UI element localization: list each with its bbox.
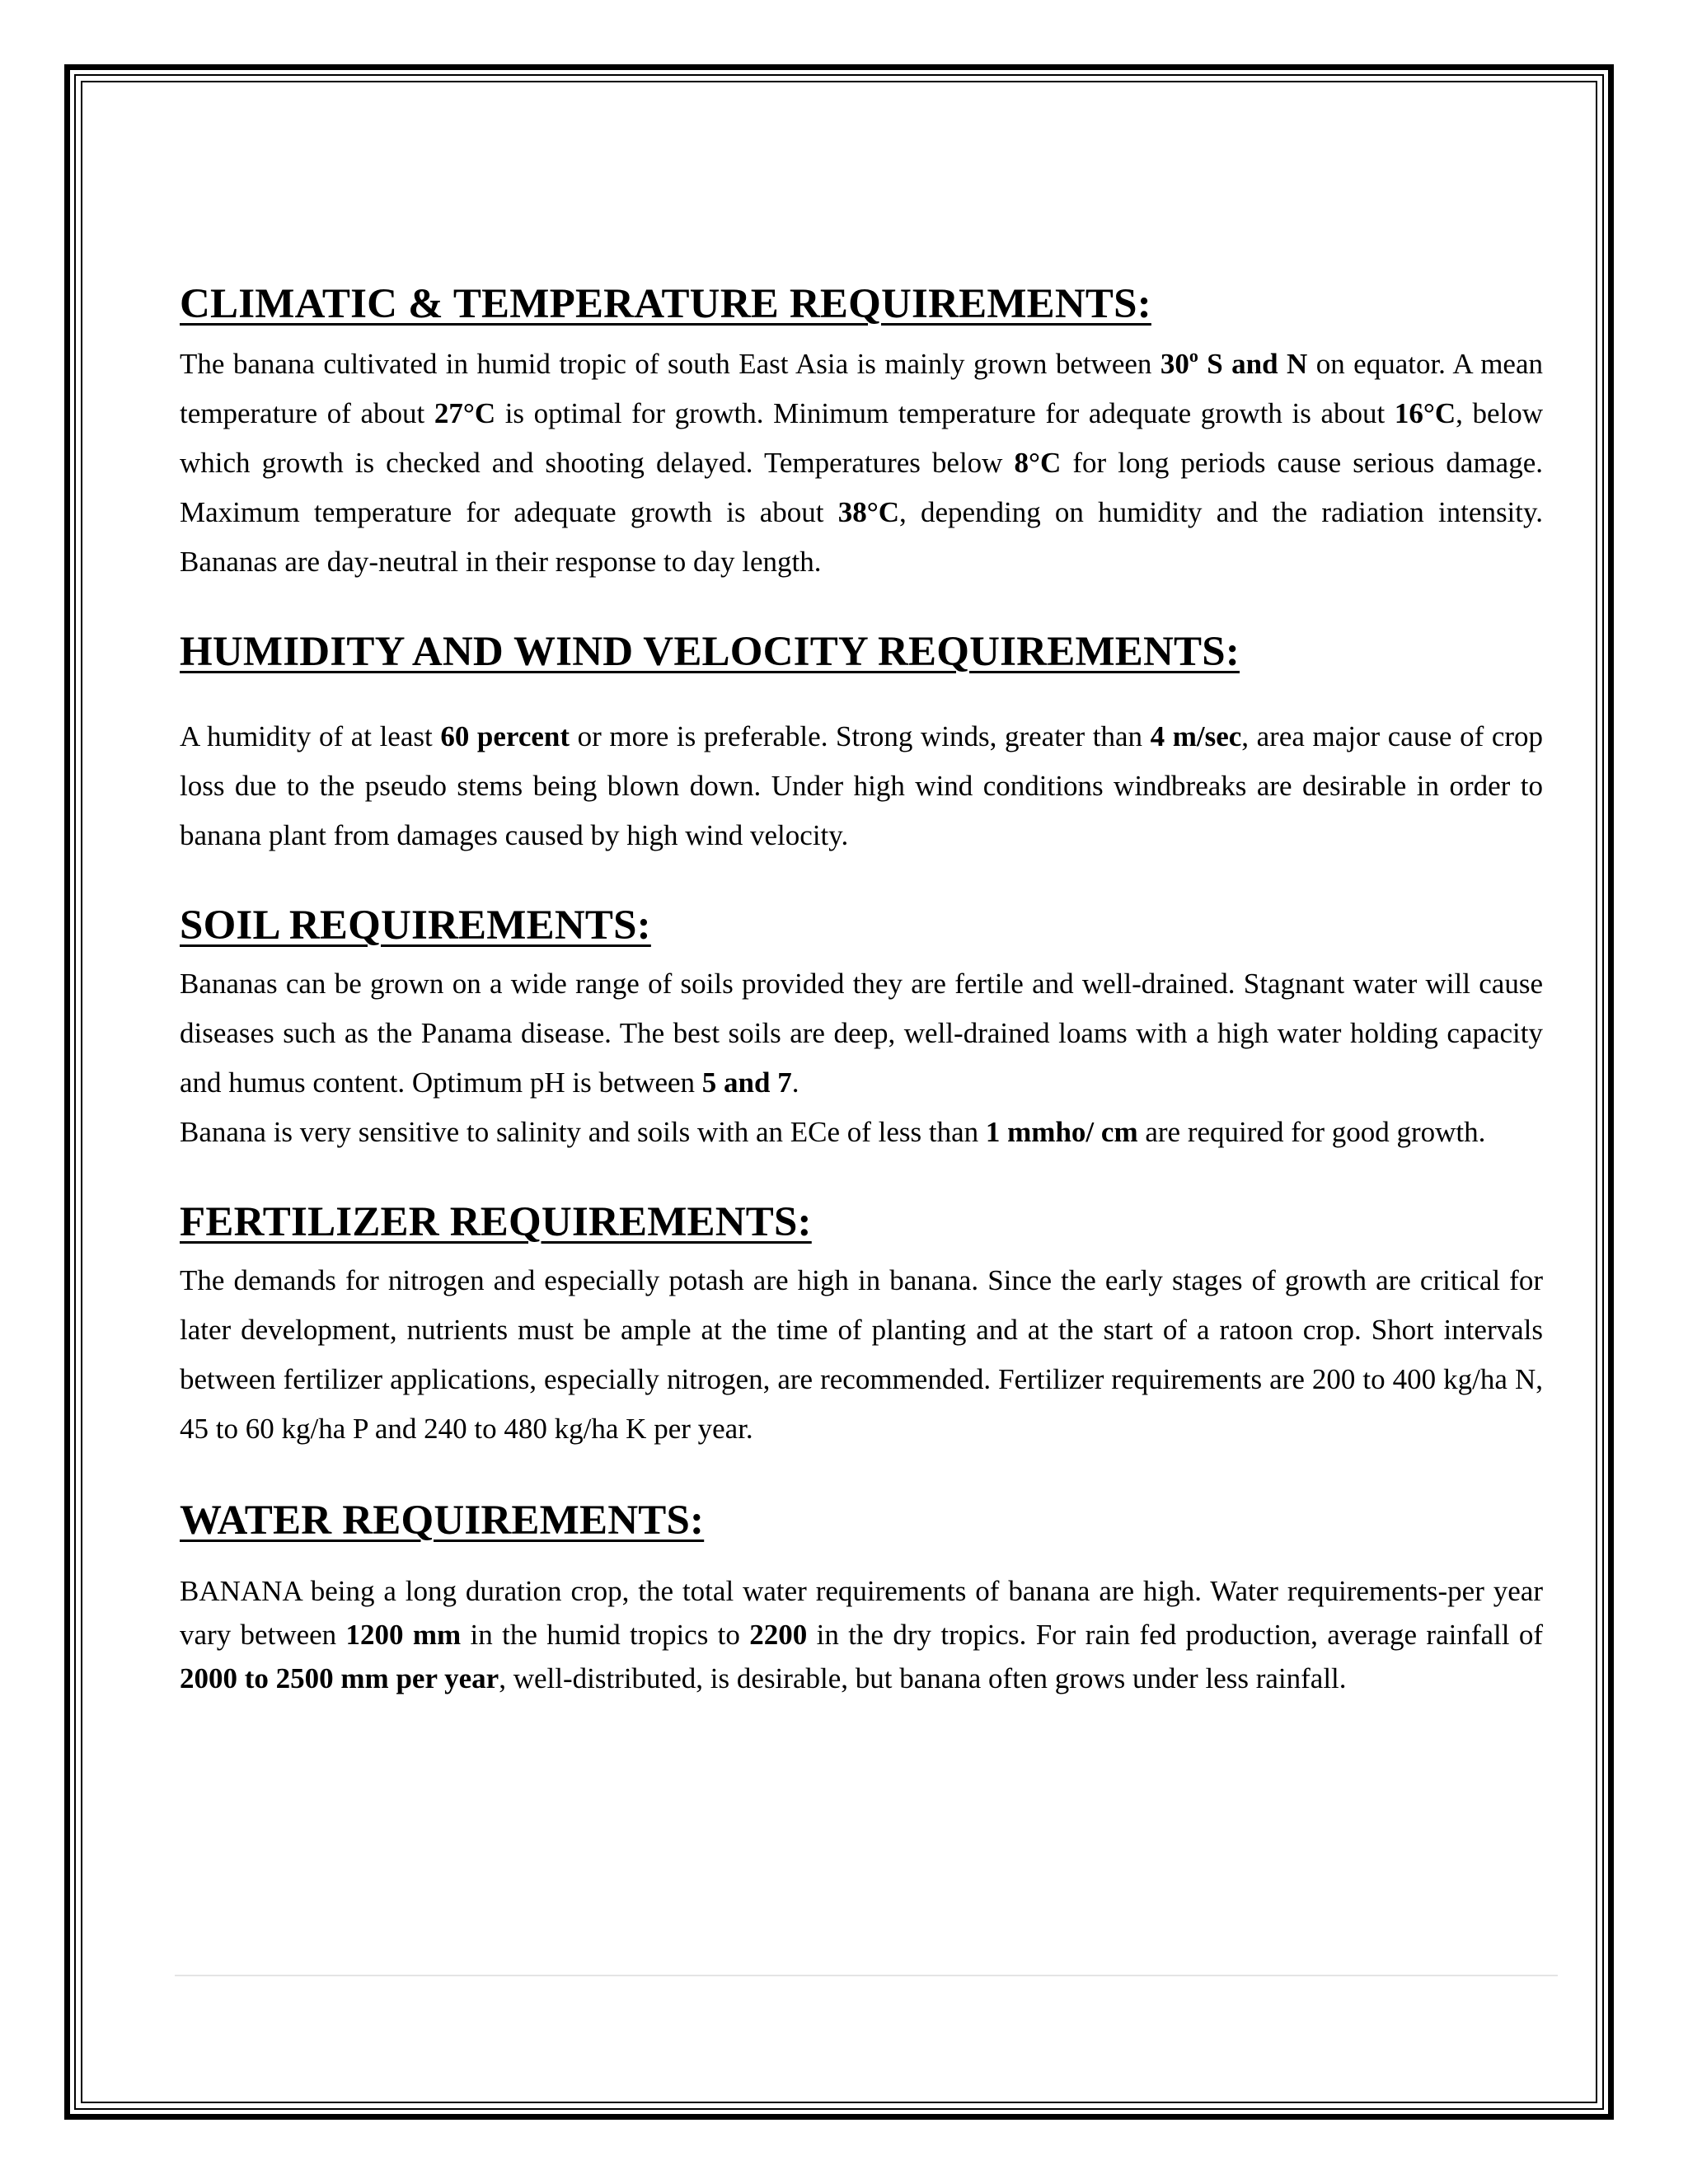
text-run: , area major cause of crop loss due to the pseudo stems being blown down. Under high wind conditions windbreaks are desirable in order to banana plant from damages caused by high wind velocity.: [180, 720, 1544, 851]
text-run: Banana is very sensitive to salinity and soils with an ECe of less than: [180, 1116, 986, 1148]
text-run: is optimal for growth. Minimum temperature for adequate growth is about: [495, 397, 1395, 429]
document-body: [180, 280, 1543, 1700]
section-heading-humidity-wind: HUMIDITY AND WIND VELOCITY REQUIREMENTS:: [180, 629, 1240, 675]
text-run: BANANA being a long duration crop, the total water requirements of banana are high. Water requirements-per year vary between: [180, 1575, 1543, 1651]
bold-value: 8°C: [1014, 447, 1062, 479]
paragraph: [180, 340, 1543, 587]
bold-value: 1 mmho/ cm: [985, 1116, 1138, 1148]
bold-value: 30: [1160, 348, 1189, 380]
text-run: in the humid tropics to: [461, 1619, 750, 1651]
bold-value: 27°C: [434, 397, 496, 429]
text-run: The demands for nitrogen and especially potash are high in banana. Since the early stages of growth are critical for later development, nutrients must be ample at the time of planting and at the start of a ratoon crop. Short intervals between fertilizer applications, especially nitrogen, are recommended. Fertilizer requirements are 200 to 400 kg/ha N, 45 to 60 kg/ha P and 240 to 480 kg/ha K per year.: [180, 1264, 1543, 1445]
section-heading-climatic: CLIMATIC & TEMPERATURE REQUIREMENTS:: [180, 281, 1151, 327]
bold-value: 16°C: [1394, 397, 1456, 429]
text-run: , depending on humidity and the radiation intensity. Bananas are day-neutral in their response to day length.: [180, 496, 1543, 578]
bold-value: 4 m/sec: [1150, 720, 1242, 752]
paragraph: [180, 1108, 1543, 1157]
text-run: .: [791, 1066, 799, 1099]
bold-value: S and N: [1198, 348, 1308, 380]
section-heading-fertilizer: FERTILIZER REQUIREMENTS:: [180, 1199, 812, 1245]
text-run: Bananas can be grown on a wide range of soils provided they are fertile and well-drained. Stagnant water will cause diseases such as the Panama disease. The best soils are deep, well-drained loams with a high water holding capacity and humus content. Optimum pH is between: [180, 968, 1543, 1099]
bold-value: 2200: [749, 1619, 808, 1651]
text-run: for long periods cause serious damage. Maximum temperature for adequate growth is about: [180, 447, 1543, 528]
footer-divider: [175, 1975, 1558, 1976]
paragraph: [180, 1569, 1543, 1700]
text-run: A humidity of at least: [180, 720, 441, 752]
text-run: in the dry tropics. For rain fed production, average rainfall of: [807, 1619, 1543, 1651]
bold-value: 38°C: [837, 496, 899, 528]
paragraph: [180, 712, 1543, 860]
bold-value: 5 and 7: [701, 1066, 792, 1099]
bold-value: o: [1189, 345, 1198, 366]
section-body-fertilizer: [180, 1256, 1543, 1454]
section-body-humidity-wind: [180, 712, 1543, 860]
paragraph: [180, 1256, 1543, 1454]
section-body-soil: [180, 959, 1543, 1157]
text-run: or more is preferable. Strong winds, greater than: [570, 720, 1151, 752]
text-run: on equator. A mean temperature of about: [180, 348, 1543, 429]
section-heading-water: WATER REQUIREMENTS:: [180, 1497, 705, 1544]
bold-value: 2000 to 2500 mm per year: [180, 1662, 499, 1694]
section-body-water: [180, 1569, 1543, 1700]
section-heading-soil: SOIL REQUIREMENTS:: [180, 902, 651, 949]
section-body-climatic: [180, 340, 1543, 587]
text-run: are required for good growth.: [1137, 1116, 1486, 1148]
text-run: , well-distributed, is desirable, but banana often grows under less rainfall.: [499, 1662, 1347, 1694]
text-run: The banana cultivated in humid tropic of south East Asia is mainly grown between: [180, 348, 1160, 380]
paragraph: [180, 959, 1543, 1108]
bold-value: 60 percent: [440, 720, 570, 752]
bold-value: 1200 mm: [345, 1619, 462, 1651]
text-run: , below which growth is checked and shooting delayed. Temperatures below: [180, 397, 1543, 479]
